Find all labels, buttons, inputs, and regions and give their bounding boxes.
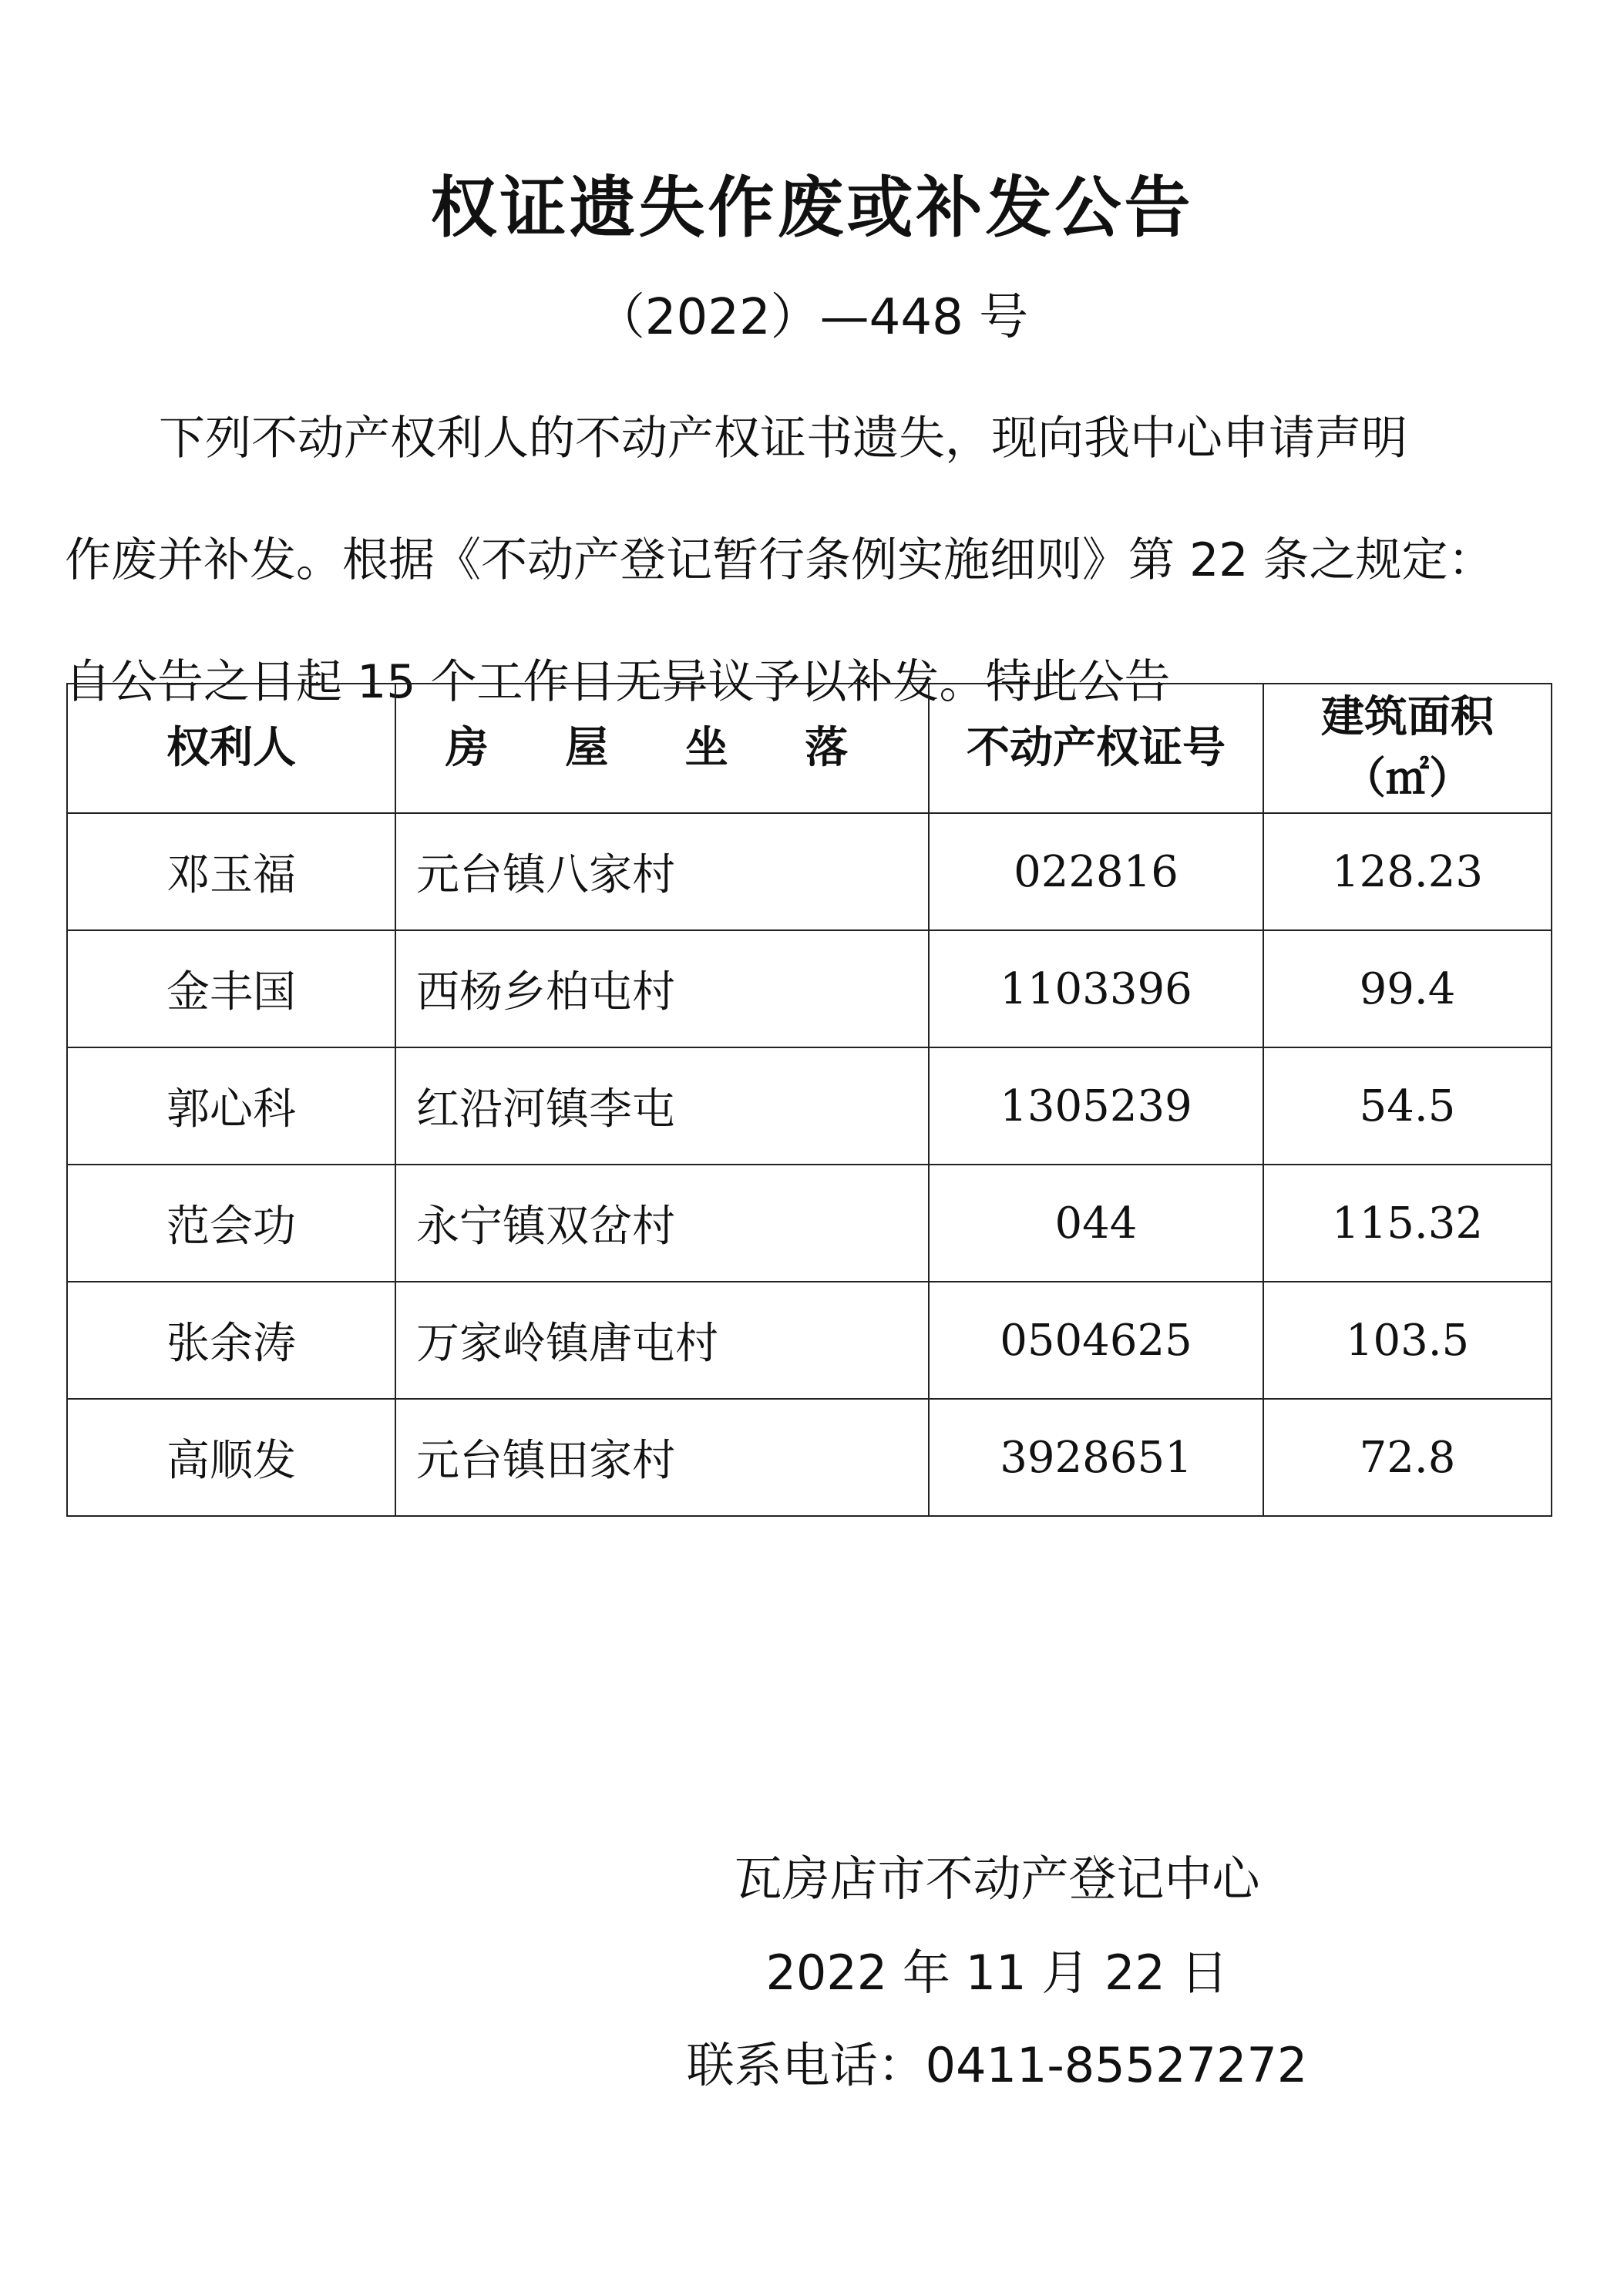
table-row bbox=[67, 813, 1552, 930]
issuing-organization: 瓦房店市不动产登记中心 bbox=[734, 1850, 1260, 1907]
owner-cell: 范会功 bbox=[67, 1165, 395, 1282]
header-cert-number: 不动产权证号 bbox=[929, 684, 1263, 813]
location-cell: 元台镇八家村 bbox=[395, 813, 929, 930]
contact-phone: 联系电话：0411-85527272 bbox=[686, 2037, 1308, 2093]
location-cell: 西杨乡柏屯村 bbox=[395, 930, 929, 1047]
cert-number-cell: 3928651 bbox=[929, 1399, 1263, 1516]
header-location-label: 房 屋 坐 落 bbox=[445, 723, 879, 773]
table-header-row bbox=[67, 684, 1552, 813]
area-cell: 54.5 bbox=[1263, 1047, 1552, 1165]
location-cell: 红沿河镇李屯 bbox=[395, 1047, 929, 1165]
document-number: （2022）—448 号 bbox=[595, 289, 1029, 346]
location-cell: 永宁镇双岔村 bbox=[395, 1165, 929, 1282]
header-area bbox=[1263, 684, 1552, 813]
body-line: 自公告之日起 15 个工作日无异议予以补发。特此公告 bbox=[65, 655, 1171, 709]
owner-cell: 邓玉福 bbox=[67, 813, 395, 930]
cert-number-cell: 022816 bbox=[929, 813, 1263, 930]
header-area-unit: （㎡） bbox=[1343, 754, 1472, 804]
area-cell: 99.4 bbox=[1263, 930, 1552, 1047]
table-row bbox=[67, 1047, 1552, 1165]
location-cell: 元台镇田家村 bbox=[395, 1399, 929, 1516]
area-cell: 128.23 bbox=[1263, 813, 1552, 930]
issue-date: 2022 年 11 月 22 日 bbox=[765, 1945, 1229, 2001]
header-location bbox=[395, 684, 929, 813]
area-cell: 72.8 bbox=[1263, 1399, 1552, 1516]
header-owner: 权利人 bbox=[67, 684, 395, 813]
area-cell: 103.5 bbox=[1263, 1282, 1552, 1399]
body-line: 作废并补发。根据《不动产登记暂行条例实施细则》第 22 条之规定： bbox=[65, 533, 1495, 587]
body-line: 下列不动产权利人的不动产权证书遗失，现向我中心申请声明 bbox=[159, 412, 1407, 466]
cert-number-cell: 1103396 bbox=[929, 930, 1263, 1047]
location-cell: 万家岭镇唐屯村 bbox=[395, 1282, 929, 1399]
owner-cell: 张余涛 bbox=[67, 1282, 395, 1399]
header-area-label: 建筑面积 bbox=[1321, 692, 1494, 742]
cert-number-cell: 0504625 bbox=[929, 1282, 1263, 1399]
owner-cell: 金丰国 bbox=[67, 930, 395, 1047]
cert-number-cell: 1305239 bbox=[929, 1047, 1263, 1165]
cert-number-cell: 044 bbox=[929, 1165, 1263, 1282]
area-cell: 115.32 bbox=[1263, 1165, 1552, 1282]
table-row bbox=[67, 1282, 1552, 1399]
records-table bbox=[66, 683, 1552, 1517]
table-row bbox=[67, 1399, 1552, 1516]
table-row bbox=[67, 1165, 1552, 1282]
owner-cell: 高顺发 bbox=[67, 1399, 395, 1516]
notice-title: 权证遗失作废或补发公告 bbox=[430, 170, 1194, 247]
owner-cell: 郭心科 bbox=[67, 1047, 395, 1165]
table-row bbox=[67, 930, 1552, 1047]
